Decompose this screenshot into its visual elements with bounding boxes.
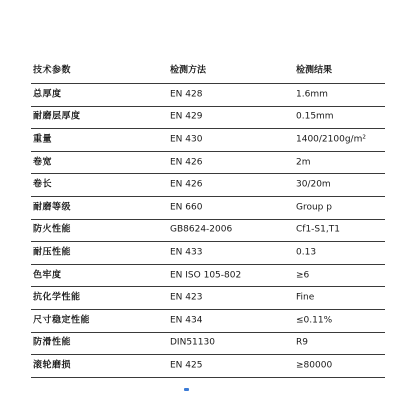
result-cell: 30/20m <box>296 179 331 190</box>
result-cell: Cf1-S1,T1 <box>296 224 340 235</box>
result-cell: Group p <box>296 202 332 213</box>
parameter-cell: 尺寸稳定性能 <box>33 315 91 326</box>
result-cell: 0.13 <box>296 247 317 258</box>
table-row <box>31 310 385 333</box>
header-test-result: 检测结果 <box>296 65 333 76</box>
table-row <box>31 355 385 378</box>
result-cell: ≥6 <box>296 270 310 281</box>
result-cell: 0.15mm <box>296 111 334 122</box>
table-row <box>31 333 385 356</box>
parameter-cell: 耐磨等级 <box>33 202 72 213</box>
parameter-cell: 耐压性能 <box>33 247 72 258</box>
table-row <box>31 129 385 152</box>
header-test-method: 检测方法 <box>170 65 207 76</box>
parameter-cell: 总厚度 <box>33 89 62 100</box>
spec-table <box>31 59 385 378</box>
method-cell: EN 426 <box>170 157 203 168</box>
table-row <box>31 152 385 175</box>
table-row <box>31 287 385 310</box>
table-row <box>31 197 385 220</box>
table-body <box>31 84 385 378</box>
result-cell: 1400/2100g/m² <box>296 134 366 145</box>
table-row <box>31 265 385 288</box>
method-cell: DIN51130 <box>170 337 215 348</box>
method-cell: EN 426 <box>170 179 203 190</box>
parameter-cell: 色牢度 <box>33 270 62 281</box>
cursor-marker <box>184 388 189 391</box>
method-cell: EN 423 <box>170 292 203 303</box>
table-row <box>31 84 385 107</box>
parameter-cell: 重量 <box>33 134 53 145</box>
method-cell: EN 425 <box>170 360 203 371</box>
parameter-cell: 卷宽 <box>33 157 53 168</box>
table-header-row <box>31 59 385 84</box>
method-cell: EN 434 <box>170 315 203 326</box>
result-cell: ≥80000 <box>296 360 333 371</box>
parameter-cell: 防滑性能 <box>33 337 72 348</box>
result-cell: ≤0.11% <box>296 315 333 326</box>
table-row <box>31 107 385 130</box>
table-row <box>31 174 385 197</box>
method-cell: EN 430 <box>170 134 203 145</box>
result-cell: R9 <box>296 337 308 348</box>
method-cell: EN 660 <box>170 202 203 213</box>
parameter-cell: 耐磨层厚度 <box>33 111 81 122</box>
header-parameter: 技术参数 <box>33 65 72 76</box>
result-cell: Fine <box>296 292 315 303</box>
parameter-cell: 防火性能 <box>33 224 72 235</box>
parameter-cell: 抗化学性能 <box>33 292 81 303</box>
method-cell: GB8624-2006 <box>170 224 233 235</box>
method-cell: EN 433 <box>170 247 203 258</box>
result-cell: 1.6mm <box>296 89 328 100</box>
table-row <box>31 242 385 265</box>
parameter-cell: 卷长 <box>33 179 53 190</box>
result-cell: 2m <box>296 157 311 168</box>
method-cell: EN 429 <box>170 111 203 122</box>
method-cell: EN 428 <box>170 89 203 100</box>
parameter-cell: 滚轮磨损 <box>33 360 72 371</box>
method-cell: EN ISO 105-802 <box>170 270 242 281</box>
table-row <box>31 220 385 243</box>
